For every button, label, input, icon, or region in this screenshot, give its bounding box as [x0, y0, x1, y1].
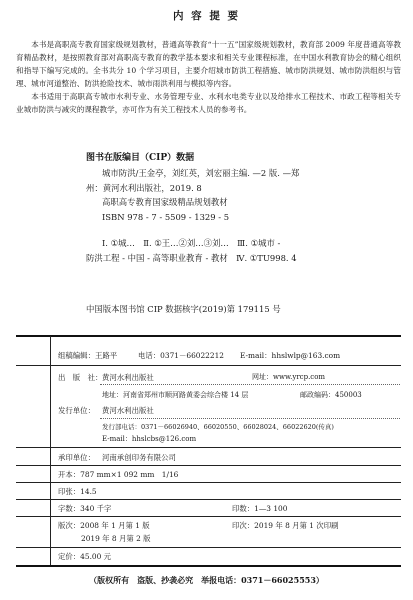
publisher-label: 出 版 社：: [58, 373, 103, 382]
issuer-label: 发行单位：: [58, 406, 95, 415]
issuer-email: E-mail：hhslcbs@126.com: [102, 435, 197, 443]
intro-paragraph-2: 本书适用于高职高专城市水利专业、水务管理专业、水利水电类专业以及给排水工程技术、市政工程等相关专业城市防洪与减灾的课程教学，亦可作为有关工程技术人员的参考书。: [16, 92, 401, 114]
cip-line-7: 中国版本图书馆 CIP 数据核字(2019)第 179115 号: [86, 304, 281, 314]
publisher-address: 地址：河南省郑州市顺河路黄委会综合楼 14 层: [102, 391, 249, 399]
cip-line-3: 高职高专教育国家级精品规划教材: [102, 197, 228, 207]
separator-bottom: [16, 565, 401, 567]
sheets-info: 印张：14.5: [58, 487, 97, 496]
colophon-left-rule: [50, 336, 51, 565]
page-title: 内 容 提 要: [173, 10, 240, 22]
copyright-footer: （版权所有 盗版、抄袭必究 举报电话：0371－66025553）: [89, 575, 324, 585]
editor-email: E-mail：hhslwlp@163.com: [240, 351, 341, 360]
printer-label: 承印单位：: [58, 453, 95, 462]
cip-line-2: 州：黄河水利出版社，2019. 8: [86, 182, 202, 193]
cip-line-6: 防洪工程 - 中国 - 高等职业教育 - 教材 Ⅳ. ①TU998. 4: [86, 252, 297, 263]
edition-2: 2019 年 8 月第 2 版: [81, 534, 151, 543]
intro-text: [16, 38, 401, 116]
publisher-postcode: 邮政编码：450003: [300, 391, 362, 399]
publisher-name: 黄河水利出版社: [102, 373, 154, 382]
editor-label: 组稿编辑：王路平: [58, 351, 118, 360]
separator-top: [16, 335, 401, 337]
publisher-dotted-line: [100, 384, 400, 385]
separator-printer: [16, 465, 401, 466]
cip-line-5: Ⅰ. ①城… Ⅱ. ①王…②刘…③刘… Ⅲ. ①城市 -: [102, 238, 281, 248]
edition-1: 版次：2008 年 1 月第 1 版: [58, 521, 150, 530]
separator-editor: [16, 365, 401, 366]
printer-name: 河南承创印务有限公司: [102, 453, 176, 462]
separator-format: [16, 482, 401, 483]
separator-words: [16, 516, 401, 517]
impression-info: 印次：2019 年 8 月第 1 次印刷: [232, 521, 339, 530]
editor-phone: 电话：0371－66022212: [138, 351, 224, 360]
price: 定价：45.00 元: [58, 552, 112, 561]
separator-sheets: [16, 499, 401, 500]
intro-paragraph-1: 本书是高职高专教育国家级规划教材，普通高等教育“十一五”国家级规划教材，教育部 2009 年度普通高等教育精品教材，是按照教育部对高职高专教育的教学基本要求和相关专业课程标准，在中国水利教育协会的精心组织和指导下编写完成的。全书共分 10 个学习项目，主要介绍城市防洪工程措施、城市防洪规划、城市防洪组织与管理、城市河道整治、防洪抢险技术、城市雨洪利用与模拟等内容。: [16, 40, 401, 88]
cip-line-4: ISBN 978 - 7 - 5509 - 1329 - 5: [102, 211, 230, 222]
publisher-website: 网址：www.yrcp.com: [252, 373, 326, 381]
issuer-name: 黄河水利出版社: [102, 406, 154, 415]
separator-issuer: [16, 447, 401, 448]
prints-info: 印数：1—3 100: [232, 504, 288, 513]
issuer-phone: 发行部电话：0371－66026940、66020550、66028024、66022620(传真): [102, 423, 334, 431]
words-info: 字数：340 千字: [58, 504, 112, 513]
format-info: 开本：787 mm×1 092 mm 1/16: [58, 470, 179, 479]
cip-heading: 图书在版编目（CIP）数据: [86, 153, 195, 163]
separator-edition: [16, 547, 401, 548]
cip-block: [86, 166, 299, 265]
issuer-dotted-line: [100, 418, 400, 419]
cip-line-1: 城市防洪/王金亭，刘红英，刘宏丽主编. —2 版. —郑: [102, 168, 300, 178]
